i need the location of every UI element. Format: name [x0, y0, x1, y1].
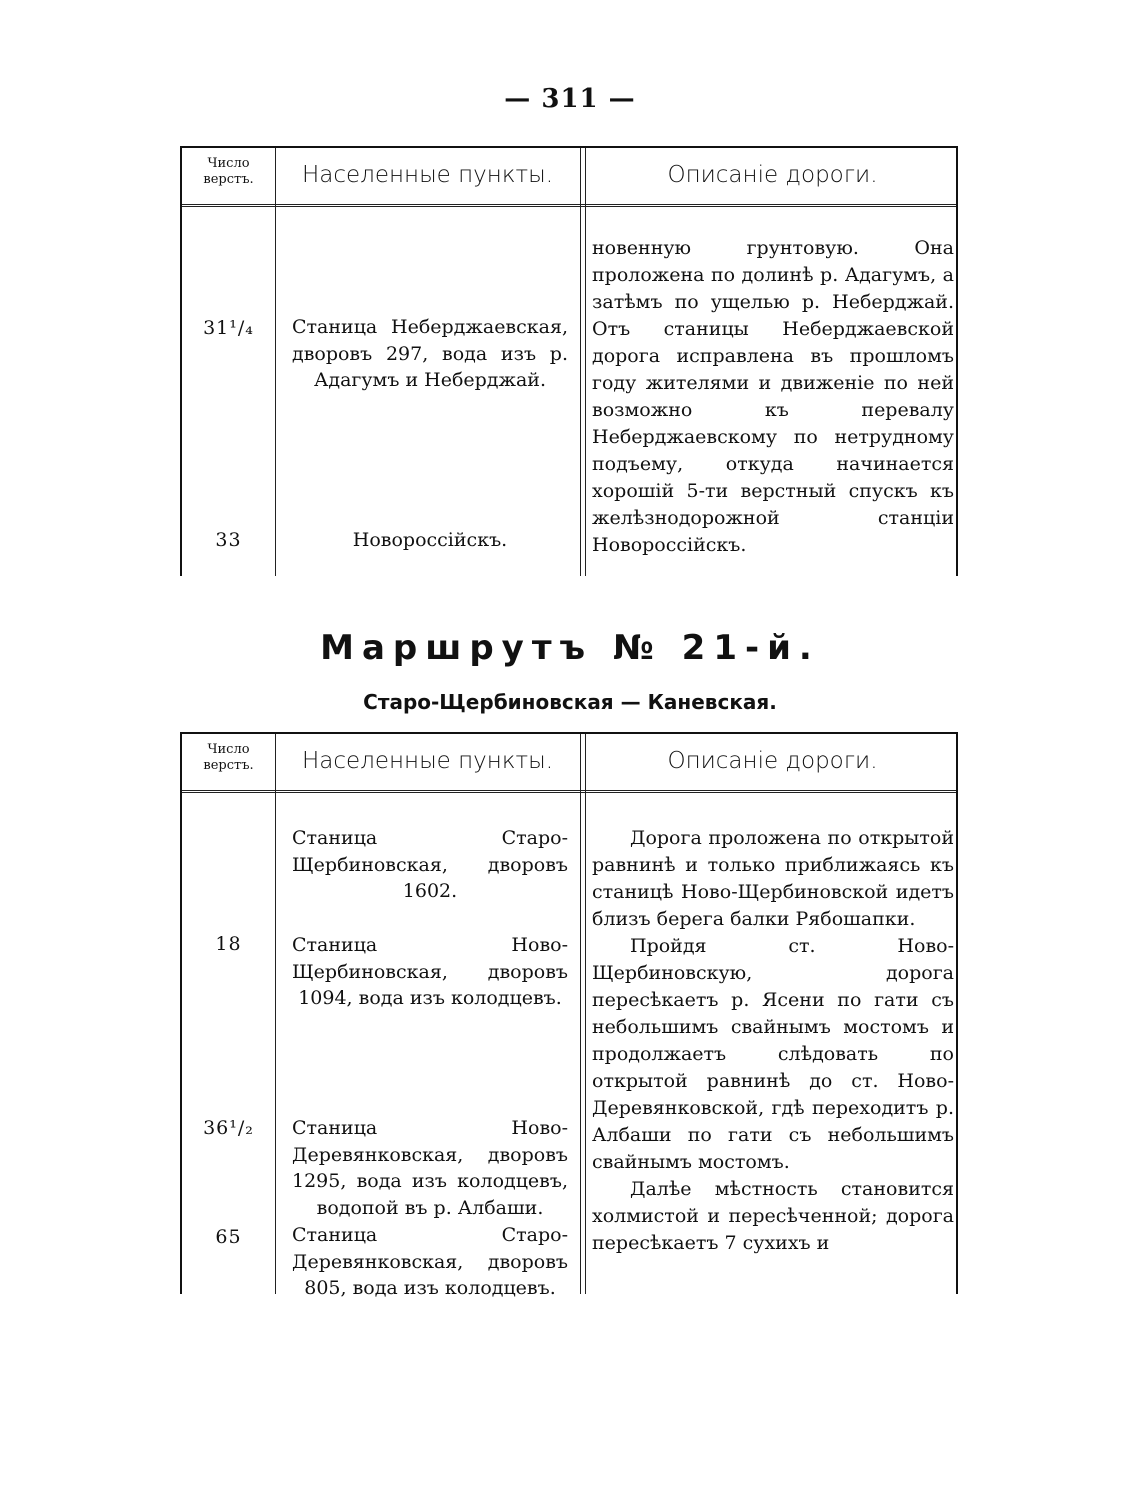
route-table-1 — [180, 146, 958, 576]
settlement-entry: Станица Неберджаевская, дворовъ 297, вода изъ р. Адагумъ и Неберджай. — [292, 316, 568, 392]
settlement-entry: Станица Ново-Щербиновская, дворовъ 1094, вода изъ колодцевъ. — [292, 934, 568, 1010]
page-number: — 311 — — [504, 84, 636, 114]
column-divider — [585, 148, 586, 576]
route-subtitle: Старо-Щербиновская — Каневская. — [363, 690, 777, 714]
column-divider — [580, 734, 581, 1294]
road-description — [592, 235, 954, 559]
versts-value: 33 — [215, 529, 242, 551]
road-description — [592, 825, 954, 1257]
settlement-entry: Станица Старо-Щербиновская, дворовъ 1602. — [292, 827, 568, 903]
header-road-description: Описаніе дороги. — [667, 748, 878, 774]
column-divider — [585, 734, 586, 1294]
header-settlements: Населенные пункты. — [301, 748, 554, 774]
description-paragraph: Далѣе мѣстность становится холмистой и пересѣченной; дорога пересѣкаетъ 7 сухихъ и — [592, 1178, 954, 1254]
description-paragraph: Дорога проложена по открытой равнинѣ и только приближаясь къ станицѣ Ново-Щербиновской идетъ близъ берега балки Рябошапки. — [592, 827, 954, 930]
versts-value: 31¹/₄ — [203, 317, 254, 339]
column-divider — [275, 734, 276, 1294]
column-divider — [580, 148, 581, 576]
settlement-entry: Станица Старо-Деревянковская, дворовъ 805, вода изъ колодцевъ. — [292, 1224, 568, 1300]
versts-value: 36¹/₂ — [203, 1117, 254, 1139]
settlement-entry: Станица Ново-Деревянковская, дворовъ 1295, вода изъ колодцевъ, водопой въ р. Албаши. — [292, 1117, 568, 1219]
settlement-entry: Новороссійскъ. — [352, 529, 508, 551]
column-divider — [275, 148, 276, 576]
route-table-2 — [180, 732, 958, 1300]
table-header — [182, 734, 956, 793]
description-paragraph: новенную грунтовую. Она проложена по долинѣ р. Адагумъ, а затѣмъ по ущелью р. Неберджай. Отъ станицы Неберджаевской дорога исправлена въ прошломъ году жителями и движеніе по ней возможно къ перевалу Неберджаевскому по нетрудному подъему, откуда начинается хорошій 5-ти верстный спускъ къ желѣзнодорожной станціи Новороссійскъ. — [592, 237, 954, 556]
header-road-description: Описаніе дороги. — [667, 162, 878, 188]
header-versts: Число верстъ. — [203, 156, 254, 187]
versts-value: 18 — [215, 933, 242, 955]
header-settlements: Населенные пункты. — [301, 162, 554, 188]
header-versts: Число верстъ. — [203, 742, 254, 773]
table-header — [182, 148, 956, 207]
route-title: Маршрутъ № 21-й. — [320, 628, 820, 668]
versts-value: 65 — [215, 1226, 242, 1248]
description-paragraph: Пройдя ст. Ново-Щербиновскую, дорога пересѣкаетъ р. Ясени по гати съ небольшимъ свайнымъ мостомъ и продолжаетъ слѣдовать по открытой равнинѣ до ст. Ново-Деревянковской, гдѣ переходитъ р. Албаши по гати съ небольшимъ свайнымъ мостомъ. — [592, 935, 954, 1173]
